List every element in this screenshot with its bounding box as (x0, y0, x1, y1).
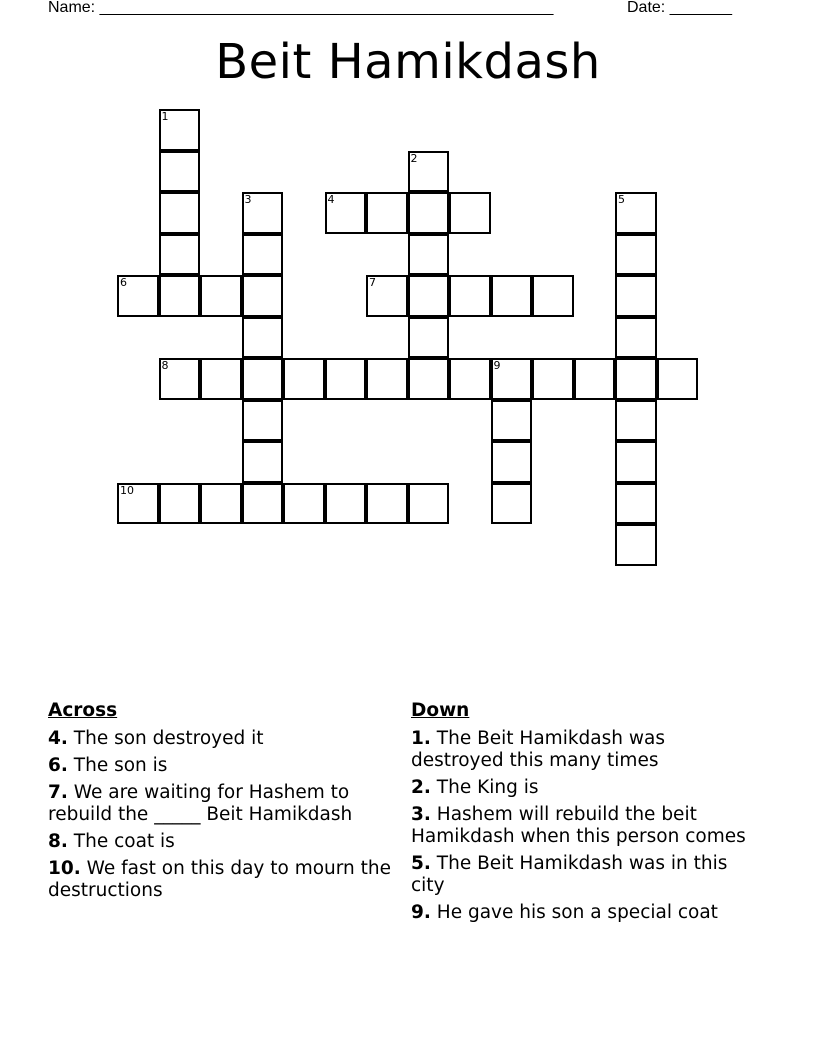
grid-cell[interactable] (159, 358, 201, 400)
clue-across-6: 6. The son is (48, 755, 168, 776)
grid-cell[interactable] (200, 358, 242, 400)
grid-cell[interactable] (159, 483, 201, 525)
clue-number: 3 (244, 193, 252, 206)
clue-number: 5 (618, 193, 625, 206)
clue-number: 6 (120, 276, 127, 289)
grid-cell[interactable] (615, 275, 657, 317)
name-field-label: Name: ___________________________________________________ (48, 0, 554, 16)
grid-cell[interactable] (491, 358, 533, 400)
grid-cell[interactable] (159, 275, 201, 317)
grid-cell[interactable] (117, 275, 159, 317)
grid-cell[interactable] (325, 358, 367, 400)
clue-across-8: 8. The coat is (48, 831, 175, 852)
grid-cell[interactable] (615, 358, 657, 400)
grid-cell[interactable] (449, 192, 491, 234)
grid-cell[interactable] (159, 109, 201, 151)
clue-down-3: 3. Hashem will rebuild the beit Hamikdash when this person comes (411, 804, 746, 847)
grid-cell[interactable] (615, 192, 657, 234)
across-heading: Across (48, 700, 118, 721)
grid-cell[interactable] (408, 483, 450, 525)
grid-cell[interactable] (117, 483, 159, 525)
grid-cell[interactable] (408, 192, 450, 234)
grid-cell[interactable] (325, 192, 367, 234)
down-clues (411, 700, 756, 929)
grid-cell[interactable] (615, 234, 657, 276)
clue-number: 2 (410, 151, 418, 165)
grid-cell[interactable] (366, 483, 408, 525)
clue-number: 4 (327, 193, 335, 206)
grid-cell[interactable] (408, 358, 450, 400)
clue-down-9: 9. He gave his son a special coat (411, 902, 718, 923)
grid-cell[interactable] (408, 151, 450, 193)
grid-cell[interactable] (491, 441, 533, 483)
grid-cell[interactable] (159, 151, 201, 193)
grid-cell[interactable] (283, 483, 325, 525)
grid-cell[interactable] (574, 358, 616, 400)
grid-cell[interactable] (159, 192, 201, 234)
clue-number: 9 (493, 359, 501, 372)
grid-cell[interactable] (159, 234, 201, 276)
grid-cell[interactable] (615, 483, 657, 525)
grid-cell[interactable] (615, 441, 657, 483)
grid-cell[interactable] (491, 483, 533, 525)
grid-cell[interactable] (532, 358, 574, 400)
grid-cell[interactable] (283, 358, 325, 400)
grid-cell[interactable] (657, 358, 699, 400)
grid-cell[interactable] (200, 483, 242, 525)
grid-cell[interactable] (366, 275, 408, 317)
grid-cell[interactable] (449, 275, 491, 317)
grid-cell[interactable] (408, 275, 450, 317)
grid-cell[interactable] (491, 400, 533, 442)
clue-number: 8 (161, 359, 169, 372)
grid-cell[interactable] (366, 358, 408, 400)
across-clues (48, 700, 398, 907)
clue-number: 10 (120, 483, 134, 497)
grid-cell[interactable] (449, 358, 491, 400)
grid-cell[interactable] (408, 234, 450, 276)
clue-down-5: 5. The Beit Hamikdash was in this city (411, 853, 728, 896)
grid-cell[interactable] (242, 358, 284, 400)
grid-cell[interactable] (366, 192, 408, 234)
grid-cell[interactable] (242, 234, 284, 276)
grid-cell[interactable] (615, 317, 657, 359)
grid-cell[interactable] (242, 317, 284, 359)
date-field-label: Date: _______ (627, 0, 732, 16)
puzzle-title: Beit Hamikdash (215, 34, 601, 90)
grid-cell[interactable] (325, 483, 367, 525)
grid-cell[interactable] (408, 317, 450, 359)
clue-down-1: 1. The Beit Hamikdash was destroyed this many times (411, 728, 665, 771)
grid-cell[interactable] (242, 400, 284, 442)
grid-cell[interactable] (200, 275, 242, 317)
clue-number: 1 (161, 110, 169, 123)
clue-down-2: 2. The King is (411, 777, 539, 798)
clue-across-10: 10. We fast on this day to mourn the destructions (48, 858, 392, 901)
grid-cell[interactable] (242, 441, 284, 483)
clue-across-7: 7. We are waiting for Hashem to rebuild the _____ Beit Hamikdash (48, 782, 353, 825)
grid-cell[interactable] (242, 192, 284, 234)
grid-cell[interactable] (242, 275, 284, 317)
grid-cell[interactable] (491, 275, 533, 317)
grid-cell[interactable] (615, 400, 657, 442)
grid-cell[interactable] (242, 483, 284, 525)
grid-cell[interactable] (615, 524, 657, 566)
down-heading: Down (411, 700, 470, 721)
clue-across-4: 4. The son destroyed it (48, 728, 264, 749)
clue-number: 7 (369, 276, 376, 289)
grid-cell[interactable] (532, 275, 574, 317)
